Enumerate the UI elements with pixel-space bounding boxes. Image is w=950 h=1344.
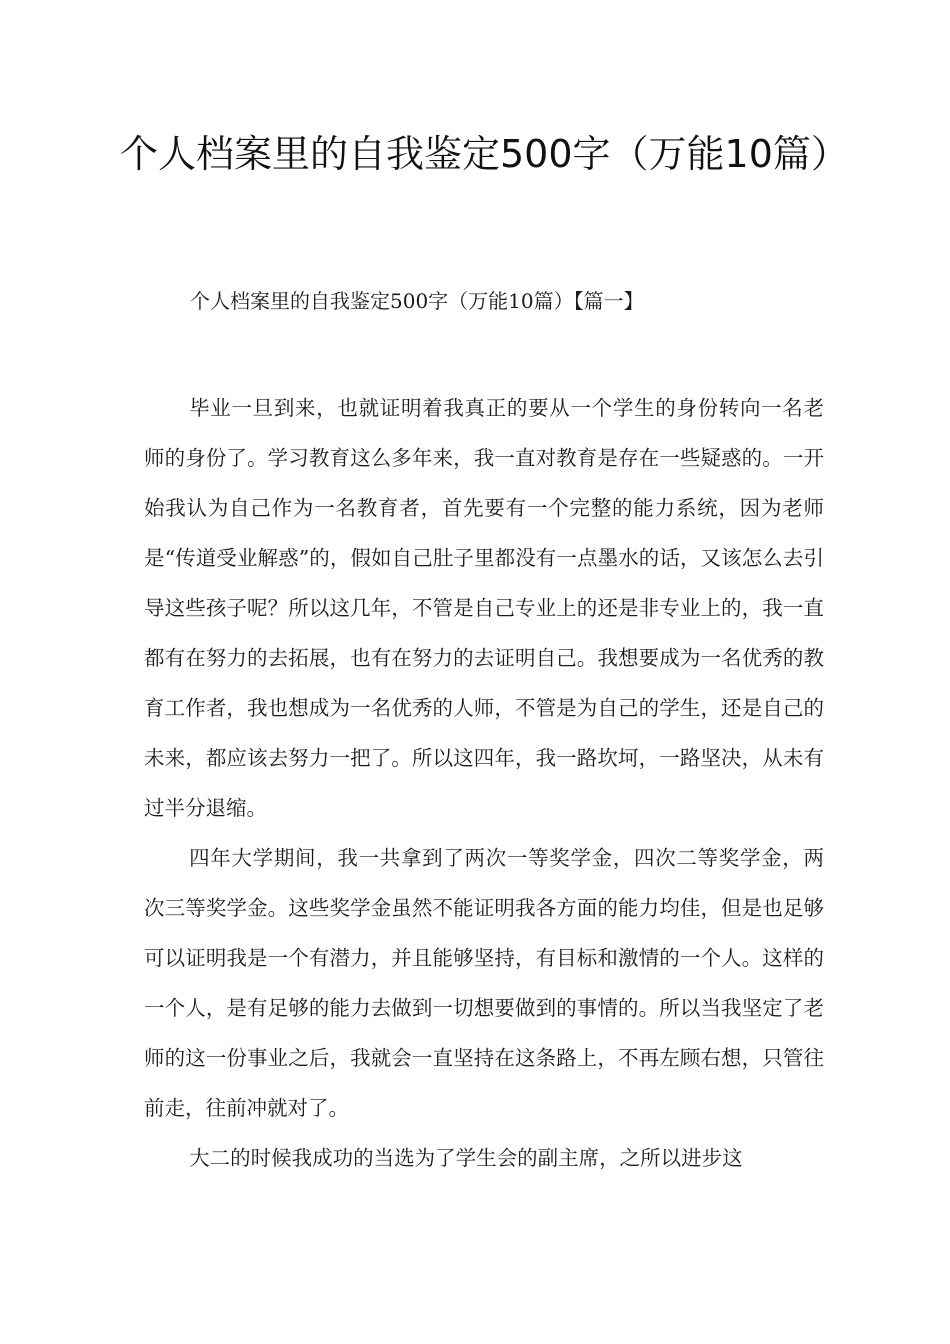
paragraph: 毕业一旦到来，也就证明着我真正的要从一个学生的身份转向一名老师的身份了。学习教育这么多年来，我一直对教育是存在一些疑惑的。一开始我认为自己作为一名教育者，首先要有一个完整的能力系统，因为老师是“传道受业解惑”的，假如自己肚子里都没有一点墨水的话，又该怎么去引导这些孩子呢？所以这几年，不管是自己专业上的还是非专业上的，我一直都有在努力的去拓展，也有在努力的去证明自己。我想要成为一名优秀的教育工作者，我也想成为一名优秀的人师，不管是为自己的学生，还是自己的未来，都应该去努力一把了。所以这四年，我一路坎坷，一路坚决，从未有过半分退缩。 [144, 396, 824, 820]
document-body [144, 383, 824, 1183]
document-title: 个人档案里的自我鉴定500字（万能10篇） [120, 132, 849, 176]
paragraph: 四年大学期间，我一共拿到了两次一等奖学金，四次二等奖学金，两次三等奖学金。这些奖学金虽然不能证明我各方面的能力均佳，但是也足够可以证明我是一个有潜力，并且能够坚持，有目标和激情的一个人。这样的一个人，是有足够的能力去做到一切想要做到的事情的。所以当我坚定了老师的这一份事业之后，我就会一直坚持在这条路上，不再左顾右想，只管往前走，往前冲就对了。 [144, 846, 824, 1120]
paragraph: 大二的时候我成功的当选为了学生会的副主席，之所以进步这 [189, 1146, 743, 1170]
section-heading: 个人档案里的自我鉴定500字（万能10篇）【篇一】 [190, 289, 644, 313]
